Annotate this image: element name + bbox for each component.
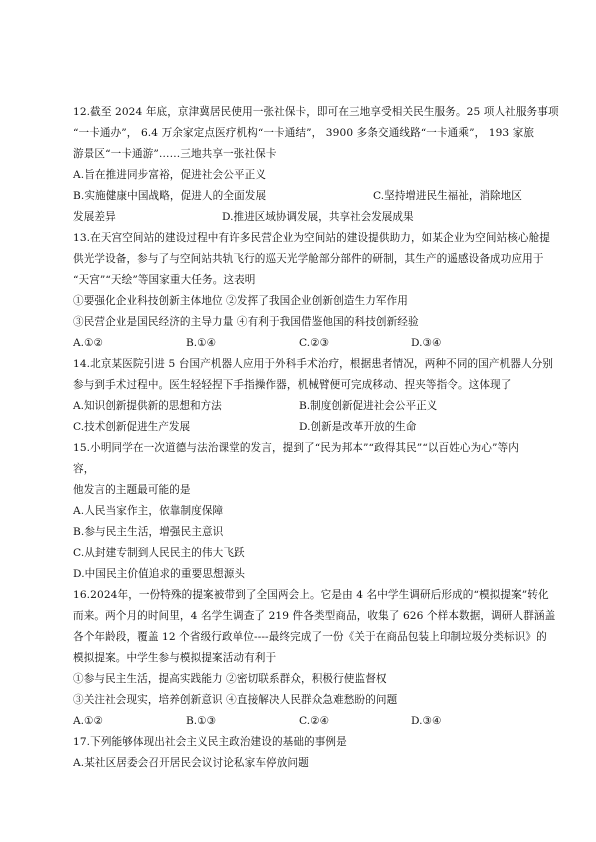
q14-stem-line-2: 参与到手术过程中。医生轻轻捏下手指操作器，机械臂便可完成移动、捏夹等指令。这体现了 (73, 379, 512, 391)
q14-option-a: A.知识创新提供新的思想和方法 (73, 400, 222, 412)
q15-stem-line-2: 容， (73, 463, 95, 475)
q12-option-c-continued: 发展差异 (73, 211, 116, 223)
q12-stem-line-2: “一卡通办”， 6.4 万余家定点医疗机构“一卡通结”， 3900 多条交通线路“一卡通乘”， 193 家旅 (73, 127, 535, 139)
q16-statement-2: ③关注社会现实，培养创新意识 ④直接解决人民群众急难愁盼的问题 (73, 694, 398, 706)
q14-stem-line-1: 14.北京某医院引进 5 台国产机器人应用于外科手术治疗，根据患者情况，两种不同的国产机器人分别 (73, 358, 554, 370)
q13-statement-1: ①要强化企业科技创新主体地位 ②发挥了我国企业创新创造生力军作用 (73, 295, 408, 307)
q15-option-b: B.参与民主生活，增强民主意识 (73, 526, 224, 538)
q12-option-c: C.坚持增进民生福祉，消除地区 (373, 190, 522, 202)
q16-option-d: D.③④ (411, 715, 442, 727)
q15-stem-line-3: 他发言的主题最可能的是 (73, 484, 191, 496)
q16-option-a: A.①② (73, 715, 104, 727)
q16-option-c: C.②④ (299, 715, 330, 727)
q16-stem-line-2: 而来。两个月的时间里，4 名学生调查了 219 件各类型商品，收集了 626 个样本数据，调研人群涵盖 (73, 610, 556, 622)
q13-option-b: B.①④ (186, 337, 217, 349)
q13-stem-line-1: 13.在天宫空间站的建设过程中有许多民营企业为空间站的建设提供助力，如某企业为空间站核心舱提 (73, 232, 550, 244)
q13-stem-line-2: 供光学设备，参与了与空间站共轨飞行的巡天光学舱部分部件的研制，其生产的遥感设备成功应用于 (73, 253, 544, 265)
q16-stem-line-1: 16.2024年，一份特殊的提案被带到了全国两会上。它是由 4 名中学生调研后形成的“模拟提案”转化 (73, 589, 549, 601)
q12-option-b: B.实施健康中国战略，促进人的全面发展 (73, 190, 267, 202)
q12-stem-line-1: 12.截至 2024 年底，京津冀居民使用一张社保卡，即可在三地享受相关民生服务。25 项人社服务事项 (73, 106, 559, 118)
q13-option-a: A.①② (73, 337, 104, 349)
q16-stem-line-3: 各个年龄段，覆盖 12 个省级行政单位----最终完成了一份《关于在商品包装上印制垃圾分类标识》的 (73, 631, 547, 643)
q17-stem: 17.下列能够体现出社会主义民主政治建设的基础的事例是 (73, 736, 347, 748)
q14-option-c: C.技术创新促进生产发展 (73, 421, 191, 433)
q12-option-a: A.旨在推进同步富裕，促进社会公平正义 (73, 169, 267, 181)
q15-option-a: A.人民当家作主，依靠制度保障 (73, 505, 224, 517)
q14-option-d: D.创新是改革开放的生命 (299, 421, 417, 433)
q14-option-b: B.制度创新促进社会公平正义 (299, 400, 438, 412)
q13-option-d: D.③④ (411, 337, 442, 349)
q16-statement-1: ①参与民主生活，提高实践能力 ②密切联系群众，积极行使监督权 (73, 673, 387, 685)
q13-stem-line-3: “天宫”“天绘”等国家重大任务。这表明 (73, 274, 256, 286)
q16-option-b: B.①③ (186, 715, 217, 727)
q17-option-a: A.某社区居委会召开居民会议讨论私家车停放问题 (73, 757, 309, 769)
q13-option-c: C.②③ (299, 337, 330, 349)
q13-statement-2: ③民营企业是国民经济的主导力量 ④有利于我国借鉴他国的科技创新经验 (73, 316, 419, 328)
q12-option-d: D.推进区域协调发展，共享社会发展成果 (222, 211, 414, 223)
q15-option-c: C.从封建专制到人民民主的伟大飞跃 (73, 547, 245, 559)
q16-stem-line-4: 模拟提案。中学生参与模拟提案活动有利于 (73, 652, 277, 664)
q15-option-d: D.中国民主价值追求的重要思想源头 (73, 568, 246, 580)
q12-stem-line-3: 游景区“一卡通游”……三地共享一张社保卡 (73, 148, 277, 160)
q15-stem-line-1: 15.小明同学在一次道德与法治课堂的发言，提到了“民为邦本”“政得其民”“以百姓心为心”等内 (73, 442, 519, 454)
